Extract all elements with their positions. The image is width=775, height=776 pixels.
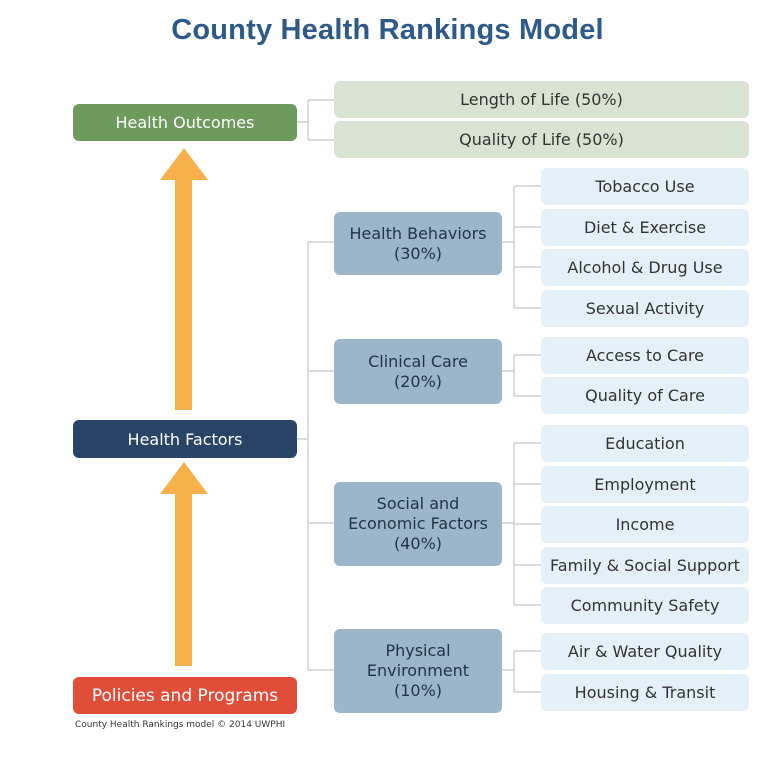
item-tobacco-use: Tobacco Use (541, 168, 749, 205)
item-community-safety: Community Safety (541, 587, 749, 624)
item-family-social-support: Family & Social Support (541, 547, 749, 584)
item-air-water-quality: Air & Water Quality (541, 633, 749, 670)
item-income: Income (541, 506, 749, 543)
arrow-factors-to-outcomes (160, 148, 208, 410)
item-alcohol-drug-use: Alcohol & Drug Use (541, 249, 749, 286)
footer-credit: County Health Rankings model © 2014 UWPHI (75, 720, 286, 730)
group-social-economic-factors: Social and Economic Factors (40%) (334, 482, 502, 566)
outcome-length-of-life: Length of Life (50%) (334, 81, 749, 118)
group-clinical-care: Clinical Care (20%) (334, 339, 502, 404)
item-sexual-activity: Sexual Activity (541, 290, 749, 327)
page-title: County Health Rankings Model (171, 14, 604, 46)
item-access-to-care: Access to Care (541, 337, 749, 374)
outcome-quality-of-life: Quality of Life (50%) (334, 121, 749, 158)
health-outcomes-box: Health Outcomes (73, 104, 297, 141)
group-physical-environment: Physical Environment (10%) (334, 629, 502, 713)
item-housing-transit: Housing & Transit (541, 674, 749, 711)
item-education: Education (541, 425, 749, 462)
arrow-policies-to-factors (160, 462, 208, 666)
health-factors-box: Health Factors (73, 420, 297, 458)
group-health-behaviors: Health Behaviors (30%) (334, 212, 502, 275)
item-quality-of-care: Quality of Care (541, 377, 749, 414)
item-diet-exercise: Diet & Exercise (541, 209, 749, 246)
policies-and-programs-box: Policies and Programs (73, 677, 297, 714)
item-employment: Employment (541, 466, 749, 503)
